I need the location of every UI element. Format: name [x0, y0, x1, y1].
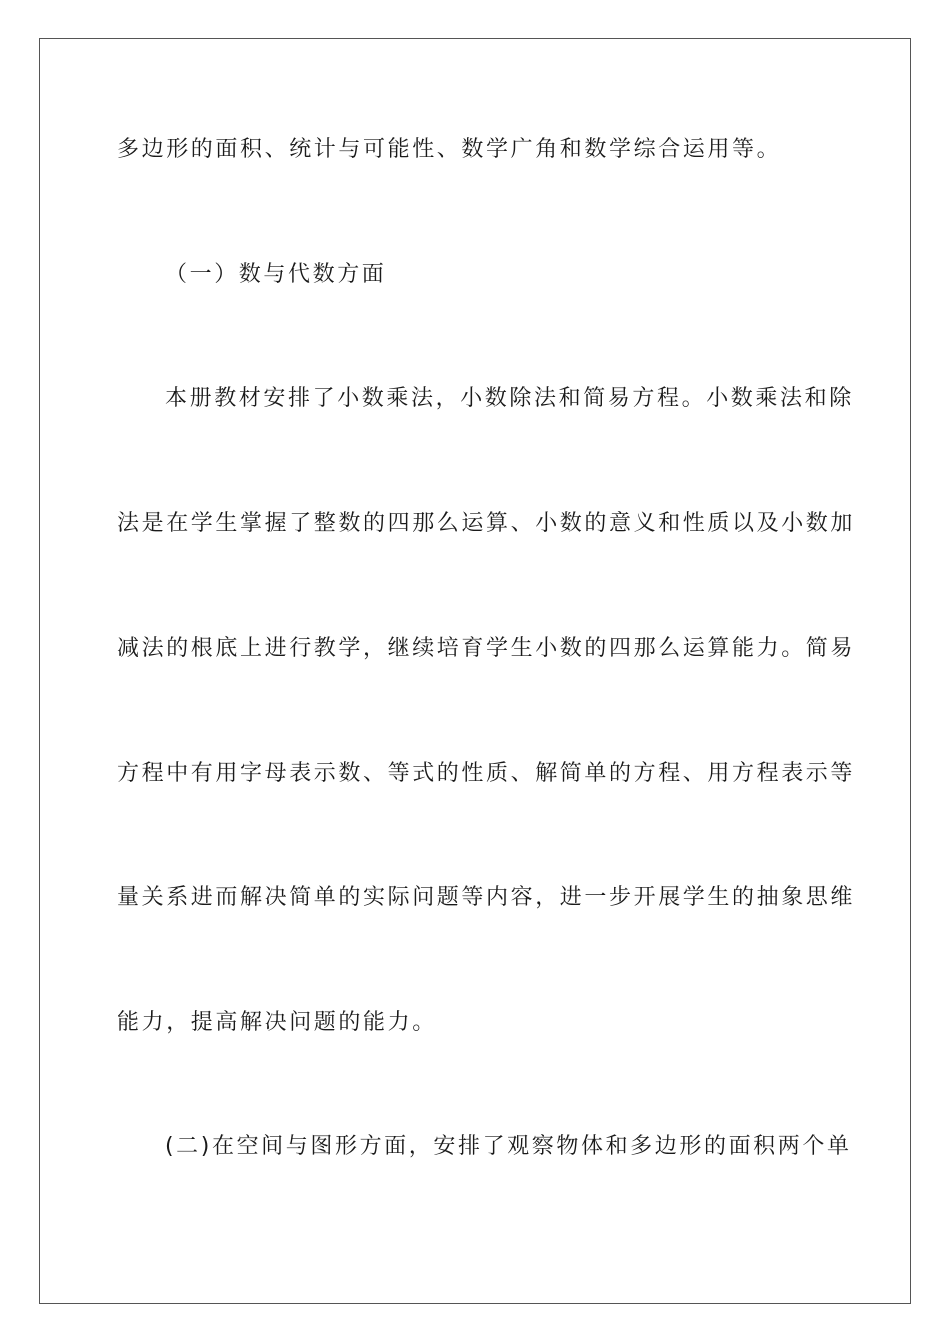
text-line-7: 量关系进而解决简单的实际问题等内容，进一步开展学生的抽象思维 — [117, 885, 856, 910]
text-line-8: 能力，提高解决问题的能力。 — [117, 1010, 437, 1035]
text-line-6: 方程中有用字母表示数、等式的性质、解简单的方程、用方程表示等 — [117, 761, 856, 786]
text-line-3: 本册教材安排了小数乘法，小数除法和简易方程。小数乘法和除 — [165, 386, 854, 411]
text-line-1: 多边形的面积、统计与可能性、数学广角和数学综合运用等。 — [117, 137, 782, 162]
page-border — [39, 38, 911, 1304]
section-heading-1: （一）数与代数方面 — [165, 262, 387, 287]
text-line-4: 法是在学生掌握了整数的四那么运算、小数的意义和性质以及小数加 — [117, 511, 856, 536]
section-heading-2: (二)在空间与图形方面，安排了观察物体和多边形的面积两个单 — [165, 1134, 852, 1159]
text-line-5: 减法的根底上进行教学，继续培育学生小数的四那么运算能力。简易 — [117, 636, 856, 661]
